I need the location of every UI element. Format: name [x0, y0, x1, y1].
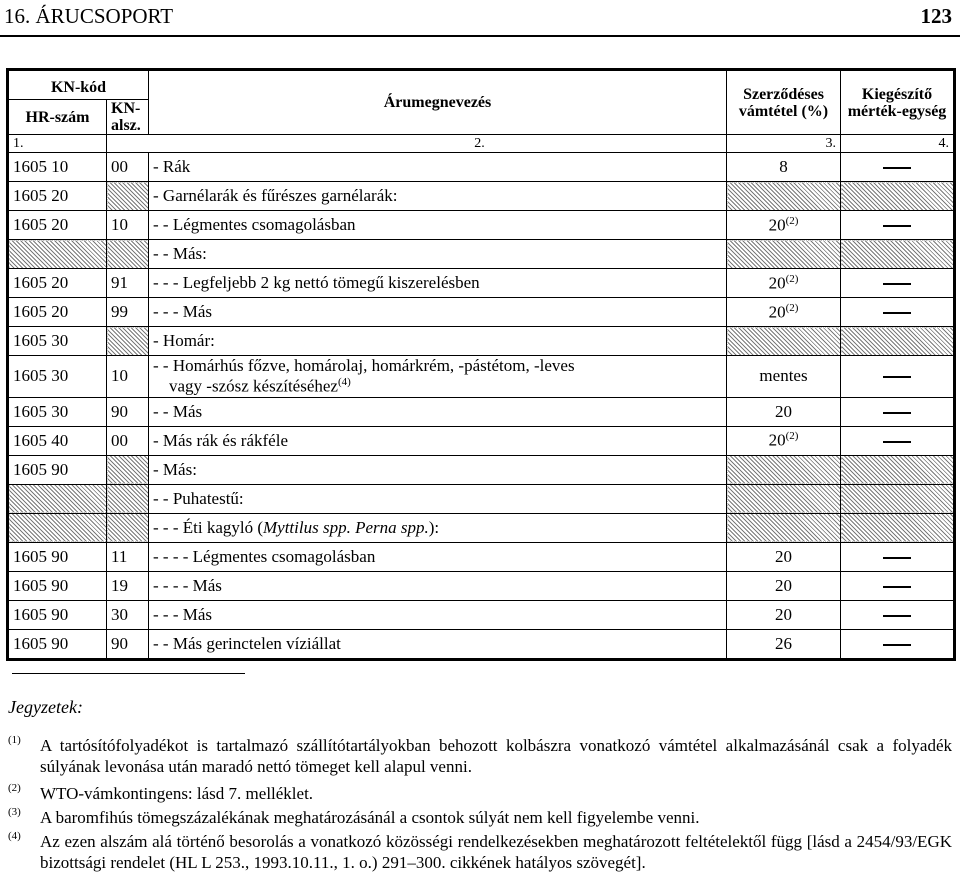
row-subcode: 91	[107, 269, 149, 298]
row-description	[149, 571, 727, 600]
row-subcode: 90	[107, 629, 149, 659]
notes-title: Jegyzetek:	[8, 697, 83, 717]
duty-value: 26	[775, 633, 792, 653]
duty-header: Szerződéses vámtétel (%)	[727, 70, 841, 135]
row-duty	[727, 327, 841, 356]
footnote-mark: (1)	[8, 734, 21, 746]
row-duty	[727, 571, 841, 600]
col-number-3: 3.	[727, 135, 841, 153]
duty-value: 20	[768, 302, 786, 322]
row-code	[8, 240, 107, 269]
table-row	[8, 426, 955, 455]
table-row	[8, 327, 955, 356]
row-unit	[841, 542, 955, 571]
dash-mark	[883, 312, 911, 314]
row-unit	[841, 153, 955, 182]
table-row	[8, 484, 955, 513]
row-duty	[727, 426, 841, 455]
row-subcode	[107, 240, 149, 269]
row-duty	[727, 484, 841, 513]
dash-mark	[883, 586, 911, 588]
description-text: - - Más:	[153, 244, 207, 263]
row-subcode	[107, 513, 149, 542]
row-duty	[727, 542, 841, 571]
page-header	[0, 0, 960, 37]
description-text: - - - Éti kagyló (	[153, 517, 263, 537]
row-subcode	[107, 484, 149, 513]
row-unit	[841, 327, 955, 356]
description-text: - - - Más	[153, 302, 213, 321]
footnote-3	[8, 807, 952, 828]
duty-value: 20	[768, 273, 786, 293]
row-duty	[727, 397, 841, 426]
row-duty	[727, 455, 841, 484]
table-row	[8, 629, 955, 659]
row-unit	[841, 513, 955, 542]
col-number-2: 2.	[107, 135, 727, 153]
row-description	[149, 455, 727, 484]
row-description	[149, 327, 727, 356]
description-text: - - - Legfeljebb 2 kg nettó tömegű kiszerelésben	[153, 273, 480, 292]
dash-mark	[883, 441, 911, 443]
row-code	[8, 513, 107, 542]
row-description	[149, 240, 727, 269]
table-row	[8, 356, 955, 398]
row-code: 1605 30	[8, 356, 107, 398]
footnote-text: A baromfihús tömegszázalékának meghatározásánál a csontok súlyát nem kell figyelembe venni.	[40, 808, 700, 827]
dash-mark	[883, 283, 911, 285]
kn-sub-header: KN-alsz.	[107, 100, 149, 135]
row-code: 1605 90	[8, 455, 107, 484]
footnote-reference: (2)	[785, 214, 799, 227]
table-row	[8, 397, 955, 426]
row-duty	[727, 600, 841, 629]
row-code: 1605 20	[8, 298, 107, 327]
row-code: 1605 20	[8, 269, 107, 298]
row-duty	[727, 269, 841, 298]
row-code: 1605 30	[8, 397, 107, 426]
description-text: - - Légmentes csomagolásban	[153, 215, 356, 234]
duty-value: 20	[768, 215, 786, 235]
footnote-1	[8, 735, 952, 777]
description-end: ):	[428, 517, 440, 537]
table-row	[8, 542, 955, 571]
page-number: 123	[920, 4, 952, 28]
row-description	[149, 629, 727, 659]
row-subcode	[107, 327, 149, 356]
col-number-1: 1.	[8, 135, 107, 153]
chapter-title: 16. ÁRUCSOPORT	[4, 4, 174, 28]
footnote-reference: (2)	[785, 430, 799, 443]
row-duty	[727, 629, 841, 659]
row-unit	[841, 426, 955, 455]
footnote-separator	[12, 673, 245, 674]
hr-code-header: HR-szám	[8, 100, 107, 135]
row-description	[149, 298, 727, 327]
row-subcode: 90	[107, 397, 149, 426]
row-description	[149, 426, 727, 455]
row-description	[149, 513, 727, 542]
description-continuation-text: vagy -szósz készítéséhez	[169, 376, 338, 396]
dash-mark	[883, 557, 911, 559]
dash-mark	[883, 225, 911, 227]
description-text: - - Homárhús főzve, homárolaj, homárkrém, -pástétom, -leves	[153, 356, 575, 375]
table-row	[8, 600, 955, 629]
row-unit	[841, 211, 955, 240]
duty-value: mentes	[759, 366, 808, 386]
row-description	[149, 600, 727, 629]
description-text: - - - - Más	[153, 575, 222, 595]
duty-value: 20	[775, 604, 792, 624]
row-code: 1605 90	[8, 600, 107, 629]
row-duty	[727, 182, 841, 211]
row-description	[149, 484, 727, 513]
dash-mark	[883, 644, 911, 646]
row-unit	[841, 455, 955, 484]
footnote-2	[8, 783, 952, 804]
description-text: - - Más	[153, 401, 203, 421]
duty-value: 20	[775, 575, 792, 595]
row-subcode: 30	[107, 600, 149, 629]
row-code: 1605 30	[8, 327, 107, 356]
row-unit	[841, 269, 955, 298]
table-row	[8, 269, 955, 298]
dash-mark	[883, 376, 911, 378]
row-duty	[727, 513, 841, 542]
description-text: - - - - Légmentes csomagolásban	[153, 546, 376, 566]
row-description	[149, 211, 727, 240]
kn-code-header: KN-kód	[8, 70, 149, 100]
row-subcode: 11	[107, 542, 149, 571]
description-text: - Más:	[153, 459, 197, 479]
description-header: Árumegnevezés	[149, 70, 727, 135]
description-text: - Más rák és rákféle	[153, 430, 288, 450]
table-row	[8, 182, 955, 211]
row-description	[149, 182, 727, 211]
row-unit	[841, 356, 955, 398]
row-subcode: 00	[107, 153, 149, 182]
row-code: 1605 20	[8, 211, 107, 240]
duty-value: 20	[768, 430, 786, 450]
table-row	[8, 298, 955, 327]
table-row	[8, 571, 955, 600]
description-text: - - Puhatestű:	[153, 488, 244, 508]
row-description	[149, 153, 727, 182]
footnote-reference: (2)	[785, 272, 799, 285]
row-unit	[841, 600, 955, 629]
table-body	[8, 153, 955, 660]
footnote-reference: (4)	[337, 376, 351, 388]
table-row	[8, 240, 955, 269]
dash-mark	[883, 615, 911, 617]
row-subcode: 10	[107, 356, 149, 398]
footnote-reference: (2)	[785, 301, 799, 314]
description-text: - Garnélarák és fűrészes garnélarák:	[153, 186, 398, 205]
row-subcode: 19	[107, 571, 149, 600]
row-unit	[841, 298, 955, 327]
row-subcode: 10	[107, 211, 149, 240]
footnote-mark: (2)	[8, 782, 21, 794]
row-subcode: 99	[107, 298, 149, 327]
dash-mark	[883, 167, 911, 169]
dash-mark	[883, 412, 911, 414]
footnote-text: Az ezen alszám alá történő besorolás a vonatkozó közösségi rendelkezésekben meghatározott feltételektől függ [lásd a 2454/93/EGK bizottsági rendelet (HL L 253., 1993.10.11., 1. o.) 291–300. cikkének hatályos szövegét].	[40, 832, 952, 872]
row-description	[149, 269, 727, 298]
duty-value: 20	[775, 401, 792, 421]
unit-header: Kiegészítő mérték-egység	[841, 70, 955, 135]
table-row	[8, 211, 955, 240]
row-description	[149, 397, 727, 426]
description-text: - - - Más	[153, 604, 213, 624]
footnote-text: A tartósítófolyadékot is tartalmazó szállítótartályokban behozott kolbászra vonatkozó vámtétel alkalmazásánál csak a folyadék súlyának levonása után maradó nettó tömeget kell alapul venni.	[40, 736, 952, 776]
col-number-4: 4.	[841, 135, 955, 153]
footnote-mark: (3)	[8, 806, 21, 818]
row-duty	[727, 240, 841, 269]
row-code: 1605 20	[8, 182, 107, 211]
row-subcode	[107, 455, 149, 484]
description-text: - Homár:	[153, 331, 215, 350]
description-text: - - Más gerinctelen víziállat	[153, 633, 341, 653]
row-unit	[841, 397, 955, 426]
row-code: 1605 10	[8, 153, 107, 182]
duty-value: 8	[779, 157, 788, 176]
row-duty	[727, 153, 841, 182]
table-row	[8, 513, 955, 542]
row-code: 1605 90	[8, 571, 107, 600]
table-row	[8, 455, 955, 484]
row-duty	[727, 356, 841, 398]
row-unit	[841, 484, 955, 513]
row-unit	[841, 571, 955, 600]
description-text: - Rák	[153, 157, 191, 176]
row-code: 1605 90	[8, 629, 107, 659]
table-row	[8, 153, 955, 182]
row-subcode	[107, 182, 149, 211]
row-code: 1605 90	[8, 542, 107, 571]
row-unit	[841, 240, 955, 269]
duty-value: 20	[775, 546, 792, 566]
row-subcode: 00	[107, 426, 149, 455]
row-code	[8, 484, 107, 513]
row-unit	[841, 629, 955, 659]
row-description	[149, 542, 727, 571]
row-duty	[727, 298, 841, 327]
description-italic: Myttilus spp. Perna spp.	[263, 517, 429, 537]
row-unit	[841, 182, 955, 211]
tariff-table	[6, 68, 956, 661]
footnote-text: WTO-vámkontingens: lásd 7. melléklet.	[40, 784, 314, 803]
description-continuation	[153, 376, 722, 397]
row-duty	[727, 211, 841, 240]
row-description	[149, 356, 727, 398]
row-code: 1605 40	[8, 426, 107, 455]
footnote-4	[8, 831, 952, 873]
footnote-mark: (4)	[8, 830, 21, 842]
